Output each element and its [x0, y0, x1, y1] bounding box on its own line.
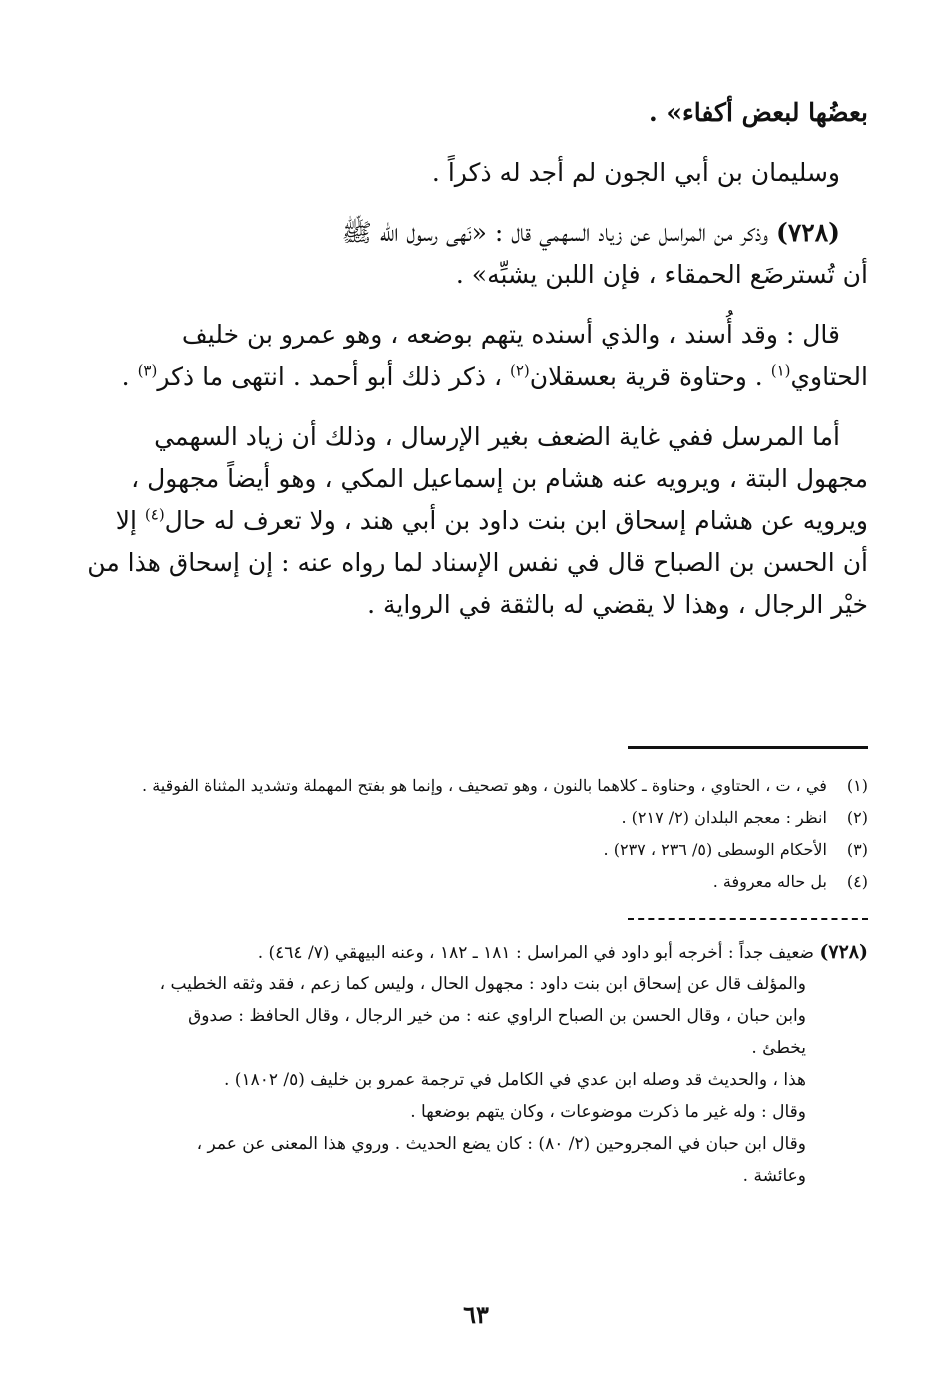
text-line-8	[131, 458, 868, 500]
footnote-ref-1: (١)	[770, 361, 791, 380]
line-text: الحتاوي	[790, 362, 868, 391]
takhrij-line-7	[160, 1128, 868, 1160]
footnote-3	[160, 834, 868, 866]
text-line-6	[121, 356, 868, 398]
takhrij-text: وابن حبان ، وقال الحسن بن الصباح الراوي عنه : من خير الرجال ، وقال الحافظ : صدوق	[188, 1006, 806, 1026]
takhrij-line-3	[160, 1000, 868, 1032]
takhrij-text: ضعيف جداً : أخرجه أبو داود في المراسل : ١٨١ ـ ١٨٢ ، وعنه البيهقي (٧/ ٤٦٤) .	[257, 943, 820, 963]
footnote-separator	[628, 746, 868, 749]
footnote-text: انظر : معجم البلدان (٢/ ٢١٧) .	[621, 808, 827, 827]
footnote-text: في ، ت ، الحتاوي ، وحناوة ـ كلاهما بالنون ، وهو تصحيف ، وإنما هو بفتح المهملة وتشديد المثناة الفوقية .	[142, 776, 827, 795]
line-text: وسليمان بن أبي الجون لم أجد له ذكراً .	[431, 158, 840, 187]
footnote-4	[160, 866, 868, 898]
line-text: أن تُسترضَع الحمقاء ، فإن اللبن يشبِّه» .	[455, 260, 868, 289]
footnote-number: (٣)	[846, 840, 868, 859]
text-line-2	[160, 152, 868, 194]
line-text: ، ذكر ذلك أبو أحمد . انتهى ما ذكر	[157, 362, 510, 391]
line-text: وذكر من المراسل عن زياد السهمي قال : «نَهى رسول الله ﷺ	[341, 218, 777, 247]
footnote-text: بل حاله معروفة .	[712, 872, 827, 891]
text-line-5	[160, 314, 868, 356]
line-text: قال : وقد أُسند ، والذي أسنده يتهم بوضعه ، وهو عمرو بن خليف	[181, 320, 840, 349]
page-number: ٦٣	[463, 1300, 489, 1329]
takhrij-section	[160, 936, 868, 1192]
footnote-number: (١)	[846, 776, 868, 795]
footnote-number: (٢)	[846, 808, 868, 827]
takhrij-text: وقال : وله غير ما ذكرت موضوعات ، وكان يتهم بوضعها .	[410, 1102, 806, 1122]
footnote-text: الأحكام الوسطى (٥/ ٢٣٦ ، ٢٣٧) .	[603, 840, 827, 859]
footnote-ref-4: (٤)	[144, 505, 165, 524]
line-text: بعضُها لبعض أكفاء» .	[649, 98, 868, 127]
footnotes	[142, 770, 868, 898]
line-text: إلا	[115, 506, 145, 535]
line-text: مجهول البتة ، ويرويه عنه هشام بن إسماعيل المكي ، وهو أيضاً مجهول ،	[131, 464, 868, 493]
line-text: .	[121, 362, 138, 391]
takhrij-line-2	[160, 968, 868, 1000]
takhrij-line-8	[160, 1160, 868, 1192]
main-text	[87, 92, 868, 626]
text-line-9	[115, 500, 868, 542]
text-line-7	[154, 416, 868, 458]
text-line-11	[160, 584, 868, 626]
line-text: . وحتاوة قرية بعسقلان	[529, 362, 771, 391]
text-line-10	[87, 542, 868, 584]
line-text: أما المرسل ففي غاية الضعف بغير الإرسال ، وذلك أن زياد السهمي	[154, 422, 840, 451]
takhrij-number: (٧٢٨)	[819, 941, 868, 963]
hadith-728-line-2	[160, 254, 868, 296]
footnote-ref-2: (٢)	[509, 361, 530, 380]
line-text: خيْر الرجال ، وهذا لا يقضي له بالثقة في الرواية .	[367, 590, 868, 619]
takhrij-line-6	[160, 1096, 868, 1128]
line-text: ويرويه عن هشام إسحاق ابن بنت داود بن أبي هند ، ولا تعرف له حال	[164, 506, 868, 535]
takhrij-text: وقال ابن حبان في المجروحين (٢/ ٨٠) : كان يضع الحديث . وروي هذا المعنى عن عمر ،	[196, 1134, 806, 1154]
takhrij-text: والمؤلف قال عن إسحاق ابن بنت داود : مجهول الحال ، وليس كما زعم ، فقد وثقه الخطيب ،	[159, 974, 806, 994]
takhrij-line-5	[160, 1064, 868, 1096]
hadith-728-line-1	[160, 212, 868, 254]
footnote-ref-3: (٣)	[137, 361, 158, 380]
takhrij-text: وعائشة .	[742, 1166, 806, 1186]
hadith-number: (٧٢٨)	[776, 218, 840, 247]
footnote-1	[142, 770, 868, 802]
takhrij-text: هذا ، والحديث قد وصله ابن عدي في الكامل في ترجمة عمرو بن خليف (٥/ ١٨٠٢) .	[224, 1070, 806, 1090]
takhrij-separator	[628, 918, 868, 920]
takhrij-line-1	[160, 936, 868, 968]
line-text: أن الحسن بن الصباح قال في نفس الإسناد لما رواه عنه : إن إسحاق هذا من	[87, 548, 868, 577]
text-line-1	[160, 92, 868, 134]
footnote-number: (٤)	[846, 872, 868, 891]
takhrij-line-4	[160, 1032, 868, 1064]
takhrij-text: يخطئ .	[751, 1038, 806, 1058]
footnote-2	[160, 802, 868, 834]
